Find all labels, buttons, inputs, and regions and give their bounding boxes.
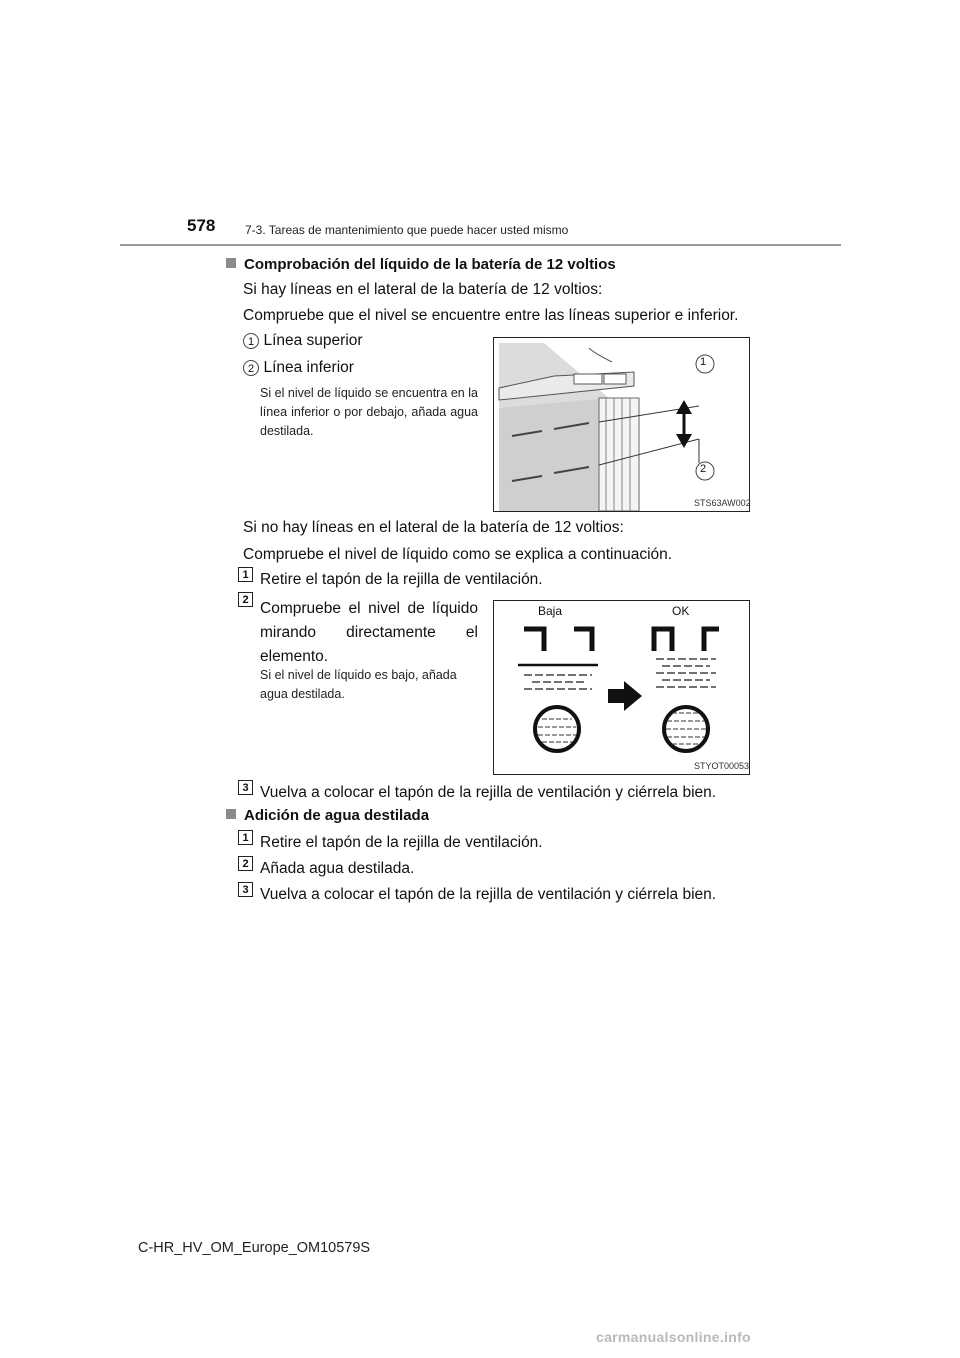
callout-number-2: 2 [243, 360, 259, 376]
item-upper-line [243, 331, 363, 351]
fluid-level-illustration [494, 601, 749, 774]
intro-lines-text: Si hay líneas en el lateral de la batería de 12 voltios: [243, 281, 603, 298]
section-heading-battery-fluid: Comprobación del líquido de la batería de 12 voltios [226, 256, 616, 273]
figure-code: STS63AW002 [694, 498, 751, 508]
step-text: Vuelva a colocar el tapón de la rejilla de ventilación y ciérrela bien. [260, 886, 717, 903]
check-lines-text: Compruebe que el nivel se encuentre entre las líneas superior e inferior. [243, 307, 739, 324]
step-number-1: 1 [238, 830, 253, 845]
step-text: Retire el tapón de la rejilla de ventilación. [260, 571, 543, 588]
header-divider [120, 244, 841, 246]
square-bullet-icon [226, 809, 236, 819]
battery-illustration [494, 338, 749, 511]
battery-level-lines-figure [493, 337, 750, 512]
step-text: Compruebe el nivel de líquido mirando directamente el elemento. [260, 600, 478, 665]
fluid-level-comparison-figure [493, 600, 750, 775]
step-number-2: 2 [238, 592, 253, 607]
label-ok: OK [672, 604, 690, 618]
item-label: Línea inferior [263, 359, 354, 376]
square-bullet-icon [226, 258, 236, 268]
figure-callout-2: 2 [700, 463, 707, 475]
document-code: C-HR_HV_OM_Europe_OM10579S [138, 1240, 371, 1256]
watermark: carmanualsonline.info [596, 1329, 751, 1345]
no-lines-text: Si no hay líneas en el lateral de la batería de 12 voltios: [243, 519, 624, 536]
step-number-1: 1 [238, 567, 253, 582]
step-text: Retire el tapón de la rejilla de ventilación. [260, 834, 543, 851]
step-number-2: 2 [238, 856, 253, 871]
label-low: Baja [538, 604, 563, 618]
item-lower-line [243, 358, 354, 378]
step-text: Vuelva a colocar el tapón de la rejilla de ventilación y ciérrela bien. [260, 784, 717, 801]
section-title: 7-3. Tareas de mantenimiento que puede hacer usted mismo [245, 223, 569, 237]
step-number-3: 3 [238, 882, 253, 897]
step2-note: Si el nivel de líquido es bajo, añada agua destilada. [260, 668, 457, 701]
step-text: Añada agua destilada. [260, 860, 415, 877]
figure-callout-1: 1 [700, 356, 707, 368]
step-number-3: 3 [238, 780, 253, 795]
check-as-follows-text: Compruebe el nivel de líquido como se explica a continuación. [243, 546, 673, 563]
figure-code: STYOT00053 [694, 761, 750, 771]
section-heading-distilled-water: Adición de agua destilada [226, 807, 429, 824]
low-level-note: Si el nivel de líquido se encuentra en la línea inferior o por debajo, añada agua destilada. [260, 386, 478, 438]
item-label: Línea superior [263, 332, 363, 349]
callout-number-1: 1 [243, 333, 259, 349]
page-number: 578 [187, 216, 216, 235]
